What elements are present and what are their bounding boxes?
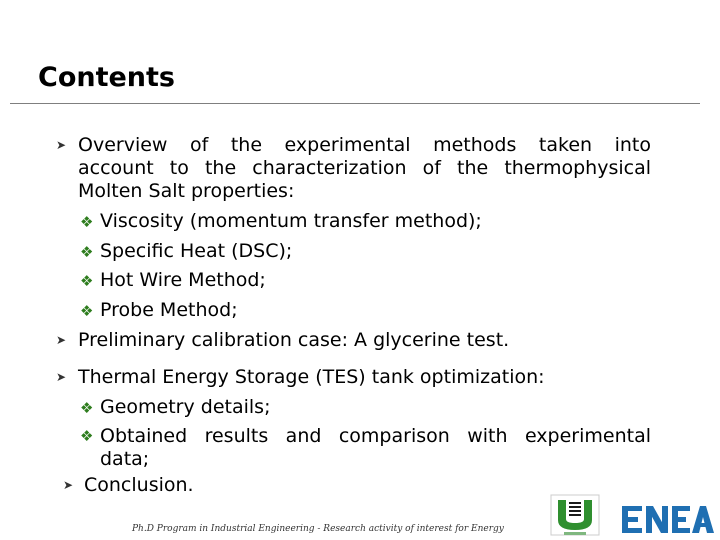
bullet-line: Overview of the experimental methods taken into xyxy=(78,134,651,156)
sub-bullet-text: Probe Method; xyxy=(100,299,238,321)
bullet-line: Thermal Energy Storage (TES) tank optimization: xyxy=(78,366,545,388)
diamond-bullet-icon: ❖ xyxy=(80,213,94,231)
diamond-bullet-icon: ❖ xyxy=(80,243,94,261)
sub-bullet xyxy=(80,396,270,420)
bullet-line: Molten Salt properties: xyxy=(78,180,295,202)
arrow-bullet-icon: ➤ xyxy=(56,138,67,152)
arrow-bullet-icon: ➤ xyxy=(56,370,67,384)
diamond-bullet-icon: ❖ xyxy=(80,302,94,320)
sub-bullet-continuation: data; xyxy=(100,448,150,470)
sub-bullet xyxy=(80,425,651,448)
bullet-line: account to the characterization of the thermophysical xyxy=(78,157,651,179)
sub-bullet xyxy=(80,299,238,323)
sub-bullet xyxy=(80,269,266,293)
sub-bullet-text: Specific Heat (DSC); xyxy=(100,240,293,262)
sub-bullet-text: Hot Wire Method; xyxy=(100,269,266,291)
bullet-line: Conclusion. xyxy=(84,474,194,496)
sub-bullet-text: Obtained results and comparison with experimental xyxy=(100,425,651,447)
sub-bullet-text: Geometry details; xyxy=(100,396,271,418)
diamond-bullet-icon: ❖ xyxy=(80,399,94,417)
sub-bullet xyxy=(80,240,292,264)
title-divider xyxy=(10,103,700,104)
footer-text: Ph.D Program in Industrial Engineering - Research activity of interest for Energy xyxy=(132,524,504,534)
diamond-bullet-icon: ❖ xyxy=(80,272,94,290)
university-logo xyxy=(550,494,600,536)
sub-bullet-text: Viscosity (momentum transfer method); xyxy=(100,210,482,232)
bullet-line: Preliminary calibration case: A glycerine test. xyxy=(78,329,510,351)
arrow-bullet-icon: ➤ xyxy=(63,478,74,492)
enea-logo xyxy=(622,506,714,534)
page-title: Contents xyxy=(38,62,176,93)
arrow-bullet-icon: ➤ xyxy=(56,333,67,347)
sub-bullet xyxy=(80,210,482,234)
diamond-bullet-icon: ❖ xyxy=(80,427,94,445)
